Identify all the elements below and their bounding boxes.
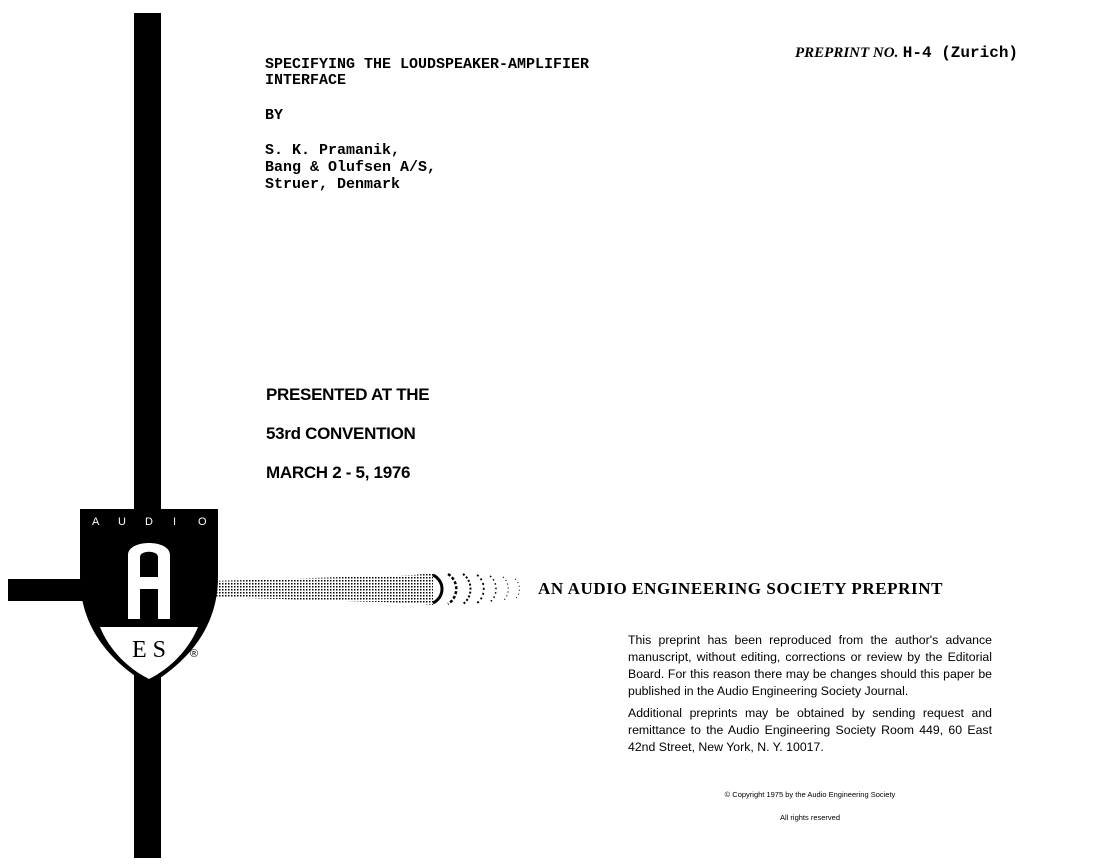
logo-letter-4: I xyxy=(173,516,177,528)
logo-letter-3: D xyxy=(145,516,153,528)
author-block xyxy=(265,142,436,193)
logo-letter-2: U xyxy=(118,516,126,528)
convention-dates: MARCH 2 - 5, 1976 xyxy=(266,463,411,482)
aes-preprint-banner: AN AUDIO ENGINEERING SOCIETY PREPRINT xyxy=(538,579,944,598)
by-label: BY xyxy=(265,107,284,124)
preprint-label: PREPRINT NO. xyxy=(795,45,899,61)
title-line-2: INTERFACE xyxy=(265,72,347,89)
notice-paragraph-1: This preprint has been reproduced from the author's advance manuscript, without editing, corrections or review by the Editorial Board. For this reason there may be changes should this paper be published in the Audio Engineering Society Journal. xyxy=(628,633,992,698)
author-affiliation: Bang & Olufsen A/S, xyxy=(265,159,437,176)
presented-at: PRESENTED AT THE xyxy=(266,385,430,404)
logo-letter-5: O xyxy=(198,516,207,528)
preprint-code: H-4 (Zurich) xyxy=(902,44,1019,62)
logo-letter-1: A xyxy=(92,516,100,528)
author-location: Struer, Denmark xyxy=(265,176,401,193)
preprint-number xyxy=(795,44,1018,62)
vertical-black-bar xyxy=(134,13,161,858)
logo-es-letters: E S xyxy=(131,637,167,663)
preprint-notice xyxy=(628,632,992,761)
registered-mark: ® xyxy=(190,648,199,660)
aes-logo-shield xyxy=(78,507,220,687)
rights-reserved: All rights reserved xyxy=(779,813,841,822)
horizontal-black-bar xyxy=(8,579,88,601)
presentation-info xyxy=(266,385,429,502)
paper-title xyxy=(265,57,685,89)
sound-waves-graphic xyxy=(213,571,528,607)
author-name: S. K. Pramanik, xyxy=(265,142,401,159)
notice-paragraph-2: Additional preprints may be obtained by sending request and remittance to the Audio Engineering Society Room 449, 60 East 42nd Street, New York, N. Y. 10017. xyxy=(628,706,992,754)
convention-name: 53rd CONVENTION xyxy=(266,424,416,443)
title-line-1: SPECIFYING THE LOUDSPEAKER-AMPLIFIER xyxy=(265,56,590,73)
copyright-notice: © Copyright 1975 by the Audio Engineering Society xyxy=(724,790,896,799)
